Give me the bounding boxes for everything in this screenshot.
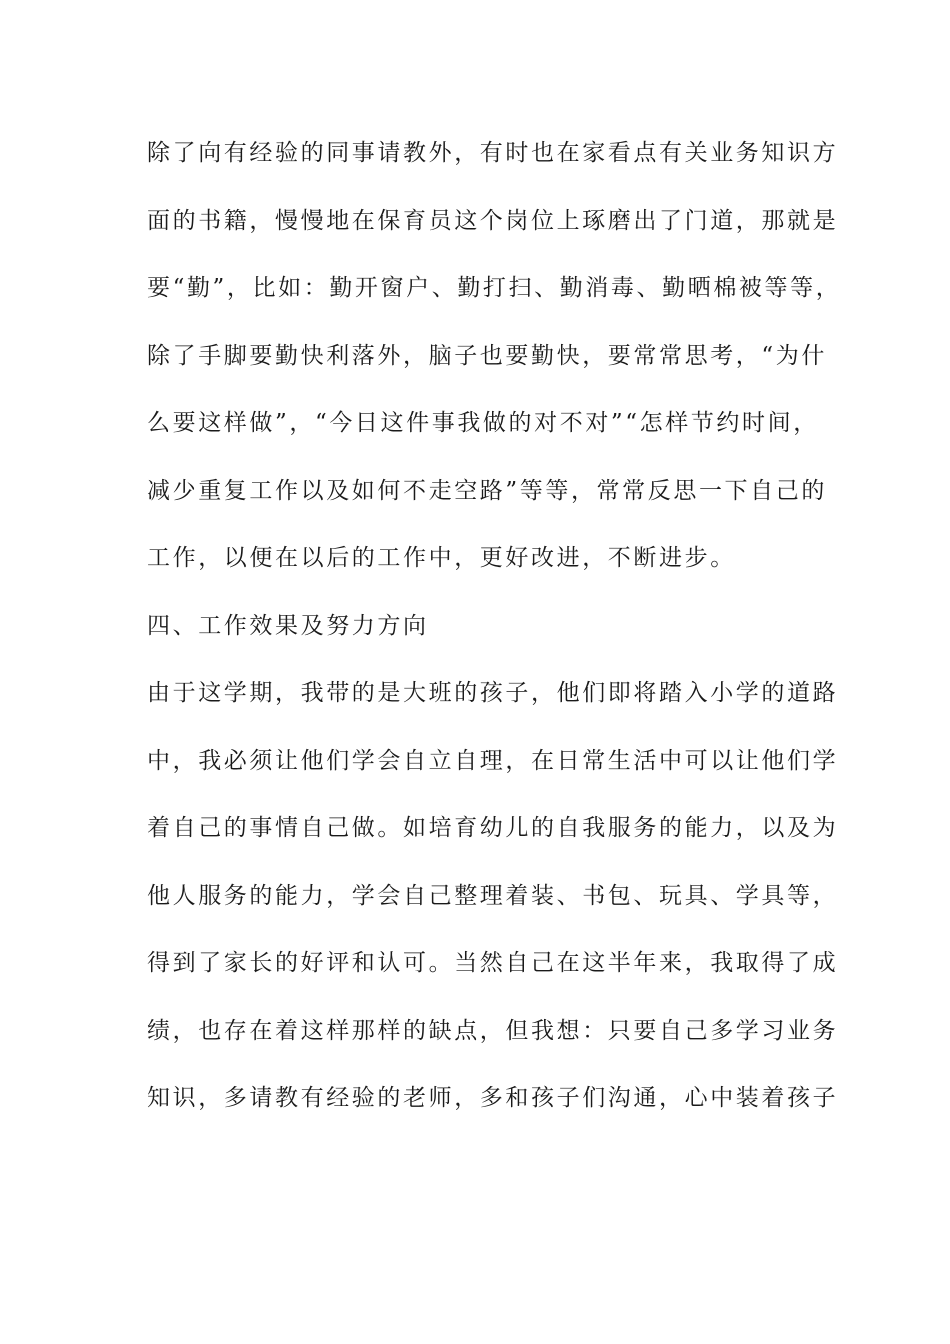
text-line: 工作，以便在以后的工作中，更好改进，不断进步。 bbox=[147, 545, 736, 571]
body-text bbox=[147, 130, 842, 1143]
text-line: 减少重复工作以及如何不走空路”等等，常常反思一下自己的 bbox=[147, 477, 827, 504]
text-line: 着自己的事情自己做。如培育幼儿的自我服务的能力，以及为 bbox=[147, 815, 839, 841]
text-line: 除了手脚要勤快利落外，脑子也要勤快，要常常思考，“为什 bbox=[147, 342, 827, 369]
text-line: 绩，也存在着这样那样的缺点，但我想：只要自己多学习业务 bbox=[147, 1017, 839, 1044]
text-line: 中，我必须让他们学会自立自理，在日常生活中可以让他们学 bbox=[147, 747, 839, 774]
text-line: 由于这学期，我带的是大班的孩子，他们即将踏入小学的道路 bbox=[147, 680, 839, 706]
text-line: 他人服务的能力，学会自己整理着装、书包、玩具、学具等， bbox=[147, 882, 839, 909]
text-line: 么要这样做”，“今日这件事我做的对不对”“怎样节约时间， bbox=[147, 410, 819, 436]
text-line: 知识，多请教有经验的老师，多和孩子们沟通，心中装着孩子 bbox=[147, 1085, 839, 1111]
text-line: 要“勤”，比如：勤开窗户、勤打扫、勤消毒、勤晒棉被等等， bbox=[147, 275, 842, 301]
text-line: 得到了家长的好评和认可。当然自己在这半年来，我取得了成 bbox=[147, 950, 839, 976]
section-heading: 四、工作效果及努力方向 bbox=[147, 612, 429, 639]
text-line: 除了向有经验的同事请教外，有时也在家看点有关业务知识方 bbox=[147, 140, 839, 166]
text-line: 面的书籍，慢慢地在保育员这个岗位上琢磨出了门道，那就是 bbox=[147, 207, 839, 234]
